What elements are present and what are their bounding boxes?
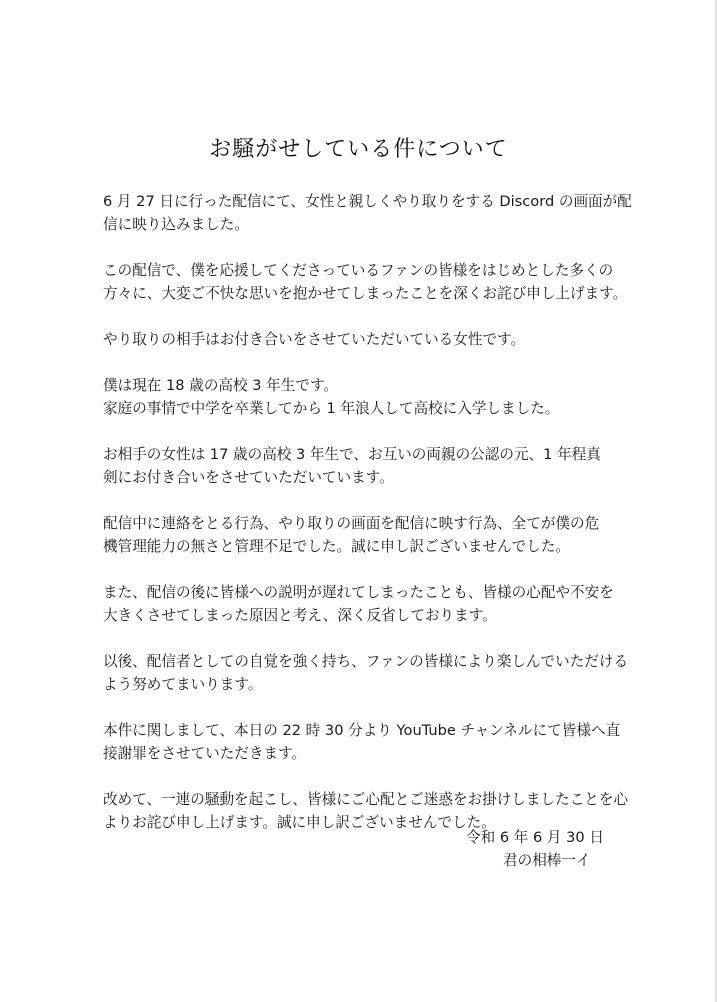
signature-name: 君の相棒一イ	[503, 852, 591, 869]
paragraph-line: 6 月 27 日に行った配信にて、女性と親しくやり取りをする Discord の画面が配	[103, 193, 632, 210]
paragraph-line: 方々に、大変ご不快な思いを抱かせてしまったことを深くお詫び申し上げます。	[103, 285, 628, 302]
paragraph-line: 以後、配信者としての自覚を強く持ち、ファンの皆様により楽しんでいただける	[103, 653, 629, 670]
paragraph-line: 接謝罪をさせていただきます。	[103, 745, 307, 762]
paragraph-line: この配信で、僕を応援してくださっているファンの皆様をはじめとした多くの	[103, 262, 614, 279]
paragraph-line: よりお詫び申し上げます。誠に申し訳ございませんでした。	[103, 814, 496, 831]
document-body	[103, 190, 643, 857]
paragraph-line: よう努めてまいります。	[103, 676, 263, 693]
paragraph-2	[103, 259, 643, 305]
signature-date: 令和 6 年 6 月 30 日	[466, 829, 604, 846]
paragraph-8	[103, 650, 643, 696]
paragraph-line: やり取りの相手はお付き合いをさせていただいている女性です。	[103, 331, 526, 348]
paragraph-line: 大きくさせてしまった原因と考え、深く反省しております。	[103, 607, 497, 624]
paragraph-line: 家庭の事情で中学を卒業してから 1 年浪人して高校に入学しました。	[103, 400, 560, 417]
paragraph-line: 改めて、一連の騒動を起こし、皆様にご心配とご迷惑をお掛けしましたことを心	[103, 791, 629, 808]
paragraph-1	[103, 190, 643, 236]
paragraph-5	[103, 443, 643, 489]
paragraph-line: 僕は現在 18 歳の高校 3 年生です。	[103, 377, 338, 394]
paragraph-line: 本件に関しまして、本日の 22 時 30 分より YouTube チャンネルにて皆様へ直	[103, 722, 621, 739]
paragraph-line: お相手の女性は 17 歳の高校 3 年生で、お互いの両親の公認の元、1 年程真	[103, 446, 601, 463]
paragraph-line: 機管理能力の無さと管理不足でした。誠に申し訳ございませんでした。	[103, 538, 571, 555]
paragraph-9	[103, 719, 643, 765]
paragraph-line: 配信中に連絡をとる行為、やり取りの画面を配信に映す行為、全てが僕の危	[103, 515, 600, 532]
paragraph-line: また、配信の後に皆様への説明が遅れてしまったことも、皆様の心配や不安を	[103, 584, 614, 601]
paragraph-4	[103, 374, 643, 420]
document-title: お騒がせしている件について	[209, 137, 508, 162]
paragraph-line: 信に映り込みました。	[103, 216, 249, 233]
paragraph-line: 剣にお付き合いをさせていただいています。	[103, 469, 394, 486]
signature-block	[460, 826, 610, 872]
paragraph-3	[103, 328, 643, 351]
paragraph-7	[103, 581, 643, 627]
paragraph-6	[103, 512, 643, 558]
